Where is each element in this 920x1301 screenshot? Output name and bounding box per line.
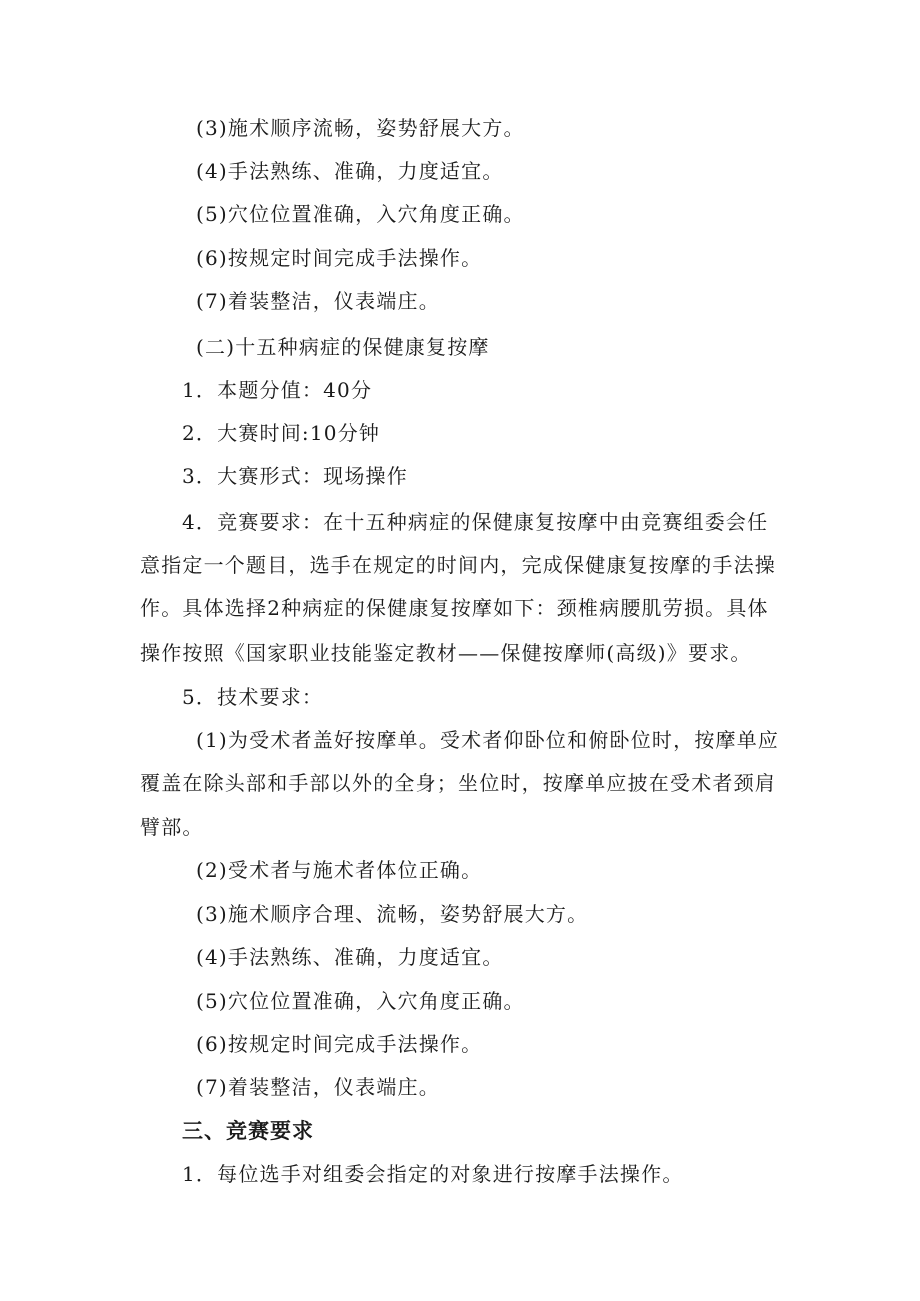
paragraph: 作。具体选择2种病症的保健康复按摩如下：颈椎病腰肌劳损。具体 [140,596,769,620]
paragraph: (5)穴位位置准确，入穴角度正确。 [196,989,525,1013]
paragraph: (3)施术顺序合理、流畅，姿势舒展大方。 [196,902,589,926]
paragraph: (4)手法熟练、准确，力度适宜。 [196,159,504,183]
paragraph: (7)着装整洁，仪表端庄。 [196,1075,440,1099]
paragraph: 2．大赛时间:10分钟 [182,421,381,445]
paragraph: (4)手法熟练、准确，力度适宜。 [196,945,504,969]
paragraph: 意指定一个题目，选手在规定的时间内，完成保健康复按摩的手法操 [140,553,776,577]
paragraph: 操作按照《国家职业技能鉴定教材——保健按摩师(高级)》要求。 [140,641,752,665]
paragraph: 1．本题分值：40分 [182,378,373,402]
paragraph: (6)按规定时间完成手法操作。 [196,246,483,270]
section-heading: 三、竞赛要求 [182,1118,314,1143]
paragraph: (5)穴位位置准确，入穴角度正确。 [196,202,525,226]
paragraph: (1)为受术者盖好按摩单。受术者仰卧位和俯卧位时，按摩单应 [196,728,780,752]
paragraph: 4．竞赛要求：在十五种病症的保健康复按摩中由竞赛组委会任 [182,510,769,534]
paragraph: (3)施术顺序流畅，姿势舒展大方。 [196,116,525,140]
paragraph: 3．大赛形式：现场操作 [182,464,408,488]
paragraph: (6)按规定时间完成手法操作。 [196,1032,483,1056]
section-subheading: (二)十五种病症的保健康复按摩 [196,335,490,359]
paragraph: (7)着装整洁，仪表端庄。 [196,289,440,313]
paragraph: (2)受术者与施术者体位正确。 [196,858,483,882]
paragraph: 覆盖在除头部和手部以外的全身；坐位时，按摩单应披在受术者颈肩 [140,771,776,795]
paragraph: 臂部。 [140,815,204,839]
paragraph: 5．技术要求： [182,685,324,709]
paragraph: 1．每位选手对组委会指定的对象进行按摩手法操作。 [182,1162,684,1186]
